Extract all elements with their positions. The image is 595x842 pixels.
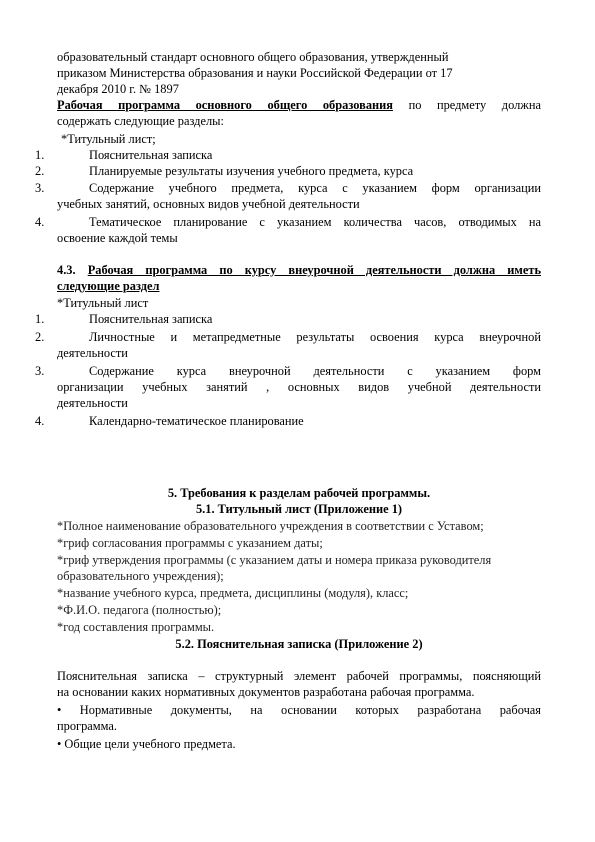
list-item: Планируемые результаты изучения учебного предмета, курса: [89, 164, 414, 178]
list-number: 2.: [35, 330, 45, 344]
intro-line-1: образовательный стандарт основного общего образования, утвержденный: [57, 50, 449, 64]
section-43-heading-line-2: следующие раздел: [57, 279, 160, 293]
list-item-line-1: Личностные и метапредметные результаты освоения курса внеурочной: [89, 330, 541, 344]
title-page-item: *гриф согласования программы с указанием даты;: [57, 536, 323, 550]
explanatory-bullet-1-line-1: • Нормативные документы, на основании которых разработана рабочая: [57, 703, 541, 717]
explanatory-bullet-2: • Общие цели учебного предмета.: [57, 737, 236, 751]
explanatory-bullet-1-line-2: программа.: [57, 719, 117, 733]
list-item-line-1: Тематическое планирование с указанием количества часов, отводимых на: [89, 215, 541, 229]
list-item: Пояснительная записка: [89, 148, 213, 162]
basic-program-rest: по предмету должна: [393, 98, 541, 112]
section-52-heading: 5.2. Пояснительная записка (Приложение 2): [175, 637, 423, 651]
section-51-heading: 5.1. Титульный лист (Приложение 1): [195, 502, 403, 516]
basic-program-line-2: содержать следующие разделы:: [57, 114, 224, 128]
explanatory-line-1: Пояснительная записка – структурный элемент рабочей программы, поясняющий: [57, 669, 541, 683]
list-number: 4.: [35, 414, 45, 428]
list-number: 1.: [35, 148, 45, 162]
section-5-heading: 5. Требования к разделам рабочей программы.: [167, 486, 431, 500]
list-item: Календарно-тематическое планирование: [89, 414, 304, 428]
section-43-title: Рабочая программа по курсу внеурочной деятельности должна иметь: [87, 263, 542, 277]
list-number: 1.: [35, 312, 45, 326]
list-item-line-2: организации учебных занятий , основных видов учебной деятельности: [57, 380, 541, 394]
list-item-line-1: Содержание учебного предмета, курса с указанием форм организации: [89, 181, 541, 195]
list-item-line-3: деятельности: [57, 396, 128, 410]
list-item-line-2: учебных занятий, основных видов учебной деятельности: [57, 197, 360, 211]
title-page-item: *Полное наименование образовательного учреждения в соответствии с Уставом;: [57, 519, 484, 533]
list-number: 3.: [35, 364, 45, 378]
title-page-item: *название учебного курса, предмета, дисциплины (модуля), класс;: [57, 586, 409, 600]
list-item-line-2: освоение каждой темы: [57, 231, 178, 245]
title-page-item: образовательного учреждения);: [57, 569, 224, 583]
basic-program-line-1: [57, 98, 541, 114]
section-43-number: 4.3.: [57, 263, 76, 277]
list-item-line-1: Содержание курса внеурочной деятельности с указанием форм: [89, 364, 541, 378]
intro-line-3: декабря 2010 г. № 1897: [57, 82, 179, 96]
basic-program-title-item: *Титульный лист;: [61, 132, 156, 146]
explanatory-line-2: на основании каких нормативных документов разработана рабочая программа.: [57, 685, 475, 699]
intro-line-2: приказом Министерства образования и науки Российской Федерации от 17: [57, 66, 453, 80]
title-page-item: *Ф.И.О. педагога (полностью);: [57, 603, 222, 617]
list-number: 4.: [35, 215, 45, 229]
title-page-item: *гриф утверждения программы (с указанием даты и номера приказа руководителя: [57, 553, 492, 567]
title-page-item: *год составления программы.: [57, 620, 215, 634]
section-43-title-item: *Титульный лист: [57, 296, 149, 310]
list-item: Пояснительная записка: [89, 312, 213, 326]
list-number: 2.: [35, 164, 45, 178]
list-number: 3.: [35, 181, 45, 195]
section-43-heading-line-1: [57, 263, 541, 279]
basic-program-heading: Рабочая программа основного общего образования: [57, 98, 394, 112]
list-item-line-2: деятельности: [57, 346, 128, 360]
